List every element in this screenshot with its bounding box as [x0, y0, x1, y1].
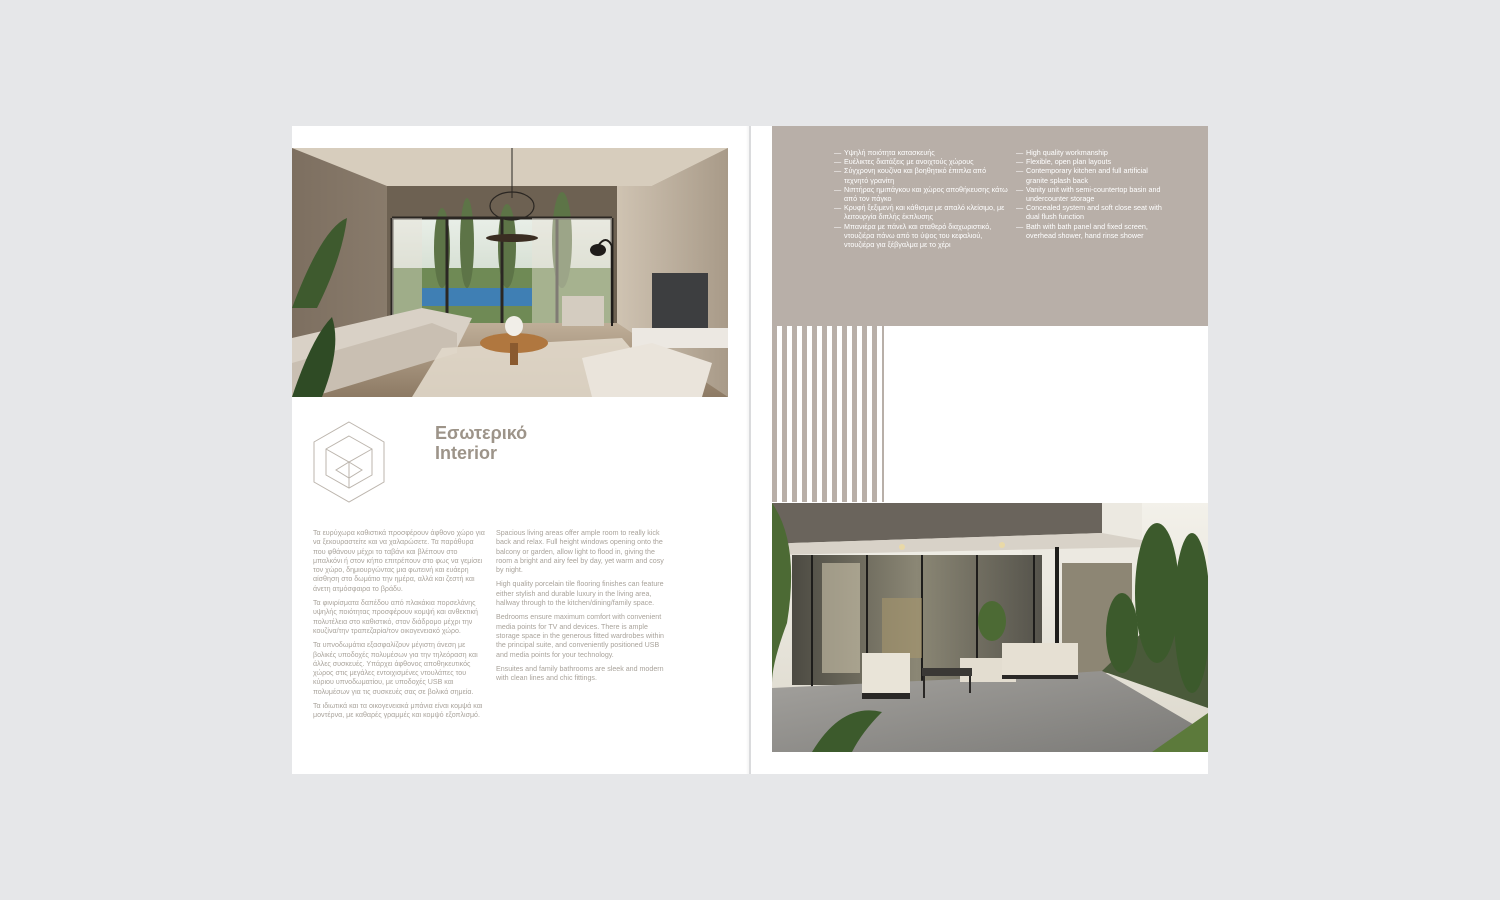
body-text-greek: [313, 529, 488, 726]
right-page: [751, 126, 1208, 774]
living-room-photo: [292, 148, 728, 397]
left-page: [292, 126, 749, 774]
feature-item: — Νιπτήρας ημιπάγκου και χώρος αποθήκευσης κάτω από τον πάγκο: [834, 185, 1012, 203]
paragraph: Τα ευρύχωρα καθιστικά προσφέρουν άφθονο χώρο για να ξεκουραστείτε και να χαλαρώσετε. Τα παράθυρα που φθάνουν μέχρι το ταβάνι και βλέπουν στο μπαλκόνι ή στον κήπο επιτρέπουν στο φως να γεμίσει τον χώρο, δημιουργώντας μια φωτεινή και ευάερη αίσθηση στο δωμάτιο την ημέρα, αλλά και ζεστή και άνετη ατμόσφαιρα το βράδυ.: [313, 529, 485, 593]
paragraph: Τα ιδιωτικά και τα οικογενειακά μπάνια είναι κομψά και μοντέρνα, με καθαρές γραμμές και κομψό εξοπλισμό.: [313, 702, 483, 720]
paragraph: Τα υπνοδωμάτια εξασφαλίζουν μέγιστη άνεση με βολικές υποδοχές πολυμέσων για την τηλεόραση και άλλες συσκευές. Υπάρχει άφθονος αποθηκευτικός χώρος στις μεγάλες εντοιχισμένες ντουλάπες του κύριου υπνοδωματίου, με υποδοχές USB και πολυμέσων για τις συσκευές σας σε βολικά σημεία.: [313, 641, 478, 696]
features-panel: [772, 126, 1208, 326]
paragraph: Ensuites and family bathrooms are sleek and modern with clean lines and chic fittings.: [496, 664, 664, 683]
feature-item: — High quality workmanship: [1016, 148, 1166, 157]
feature-item: — Bath with bath panel and fixed screen, overhead shower, hand rinse shower: [1016, 222, 1166, 240]
body-text-english: [496, 529, 671, 688]
garden-terrace-photo: [772, 503, 1208, 752]
paragraph: Bedrooms ensure maximum comfort with convenient media points for TV and devices. There is ample storage space in the generous fitted wardrobes within the principal suite, and conveniently positioned USB and media points for your technology.: [496, 613, 664, 659]
feature-item: — Σύγχρονη κουζίνα και βοηθητικό έπιπλα από τεχνητό γρανίτη: [834, 166, 1012, 184]
paragraph: Τα φινιρίσματα δαπέδου από πλακάκια πορσελάνης υψηλής ποιότητας προσφέρουν κομψή και ανθεκτική πολυτέλεια στο καθιστικό, στον διάδρομο μέχρι την κουζίνα/την τραπεζαρία/τον οικογενειακό χώρο.: [313, 599, 479, 635]
feature-item: — Flexible, open plan layouts: [1016, 157, 1166, 166]
feature-item: — Contemporary kitchen and full artificial granite splash back: [1016, 166, 1166, 184]
feature-item: — Ευέλικτες διατάξεις με ανοιχτούς χώρους: [834, 157, 1012, 166]
title-english: Interior: [435, 443, 498, 463]
feature-item: — Concealed system and soft close seat with dual flush function: [1016, 203, 1166, 221]
features-list-greek: [834, 148, 1012, 249]
feature-item: — Κρυφή ξεξιμενή και κάθισμα με απαλό κλείσιμο, με λειτουργία διπλής έκπλυσης: [834, 203, 1012, 221]
section-title: [435, 423, 527, 463]
feature-item: — Υψηλή ποιότητα κατασκευής: [834, 148, 1012, 157]
title-greek: Εσωτερικό: [435, 423, 528, 443]
isometric-cube-hexagon-icon: [312, 420, 386, 504]
feature-item: — Vanity unit with semi-countertop basin and undercounter storage: [1016, 185, 1166, 203]
decorative-stripes: [772, 326, 884, 502]
paragraph: High quality porcelain tile flooring finishes can feature either stylish and durable luxury in the living area, hallway through to the kitchen/dining/family space.: [496, 580, 664, 608]
features-list-english: [1016, 148, 1166, 240]
feature-item: — Μπανιέρα με πάνελ και σταθερό διαχωριστικό, ντουζιέρα πάνω από το ύψος του κεφαλιού, ντουζιέρα για ξέβγαλμα με το χέρι: [834, 222, 1012, 250]
paragraph: Spacious living areas offer ample room to really kick back and relax. Full height windows opening onto the balcony or garden, allow light to flood in, giving the room a bright and airy feel by day, yet warm and cosy by night.: [496, 529, 664, 575]
